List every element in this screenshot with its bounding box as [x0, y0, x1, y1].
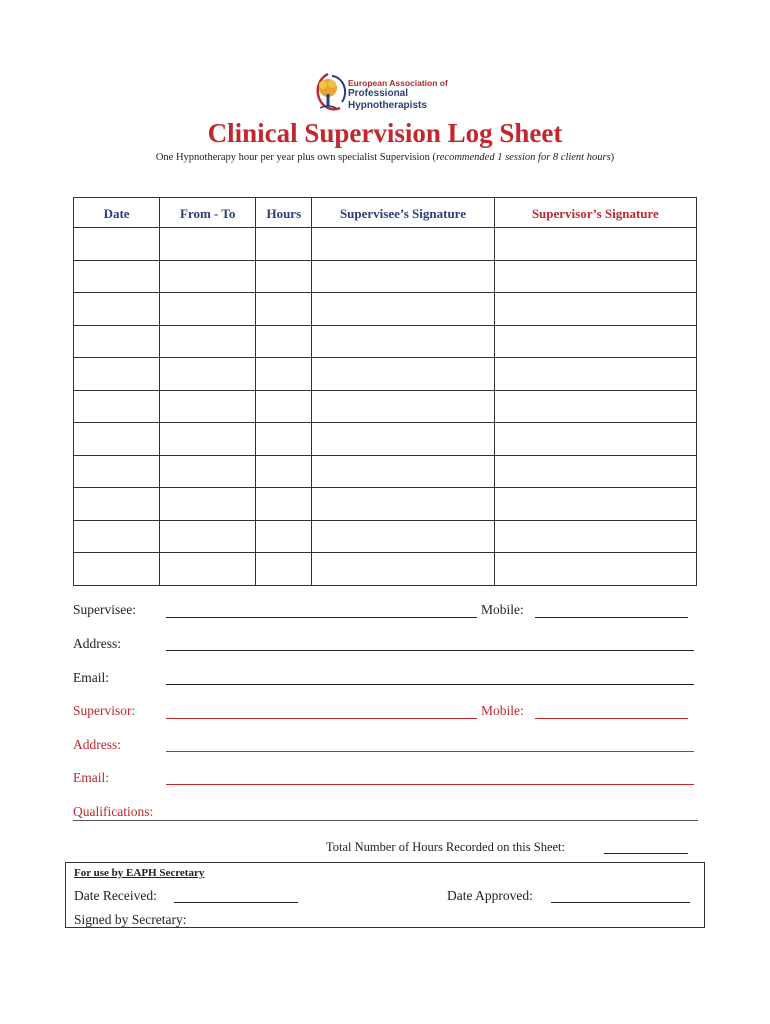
supervisee-email-label: Email:	[73, 670, 109, 685]
supervisor-signature-cell[interactable]	[494, 293, 696, 326]
supervisor-signature-cell[interactable]	[494, 520, 696, 553]
table-row	[74, 325, 697, 358]
hours-cell[interactable]	[256, 358, 312, 391]
supervisee-signature-cell[interactable]	[312, 228, 494, 261]
logo-line-3: Hypnotherapists	[348, 100, 427, 111]
from-to-cell[interactable]	[160, 423, 256, 456]
date-cell[interactable]	[74, 488, 160, 521]
from-to-cell[interactable]	[160, 293, 256, 326]
supervisee-signature-cell[interactable]	[312, 423, 494, 456]
header-date: Date	[74, 198, 160, 228]
subtitle-end: )	[610, 152, 615, 163]
table-row	[74, 455, 697, 488]
supervisee-label: Supervisee:	[73, 602, 136, 617]
supervisee-mobile-field[interactable]	[535, 617, 688, 618]
supervisor-label: Supervisor:	[73, 703, 136, 718]
logo-line-2: Professional	[348, 88, 409, 99]
page-title: Clinical Supervision Log Sheet	[207, 118, 563, 148]
supervisor-qualifications-label: Qualifications:	[73, 804, 154, 819]
qualifications-field[interactable]	[73, 820, 698, 821]
from-to-cell[interactable]	[160, 228, 256, 261]
header-supervisee-signature: Supervisee’s Signature	[312, 198, 494, 228]
supervisor-signature-cell[interactable]	[494, 260, 696, 293]
hours-cell[interactable]	[256, 455, 312, 488]
date-cell[interactable]	[74, 293, 160, 326]
from-to-cell[interactable]	[160, 520, 256, 553]
hours-cell[interactable]	[256, 553, 312, 586]
table-row	[74, 553, 697, 586]
subtitle-main: One Hypnotherapy hour per year plus own specialist Supervision (	[155, 152, 437, 163]
from-to-cell[interactable]	[160, 390, 256, 423]
supervisor-name-field[interactable]	[166, 718, 477, 719]
supervisor-mobile-label: Mobile:	[481, 703, 524, 718]
table-row	[74, 293, 697, 326]
date-cell[interactable]	[74, 358, 160, 391]
supervisor-mobile-field[interactable]	[535, 718, 688, 719]
supervisee-signature-cell[interactable]	[312, 390, 494, 423]
header-supervisor-signature: Supervisor’s Signature	[494, 198, 696, 228]
subtitle-italic: recommended 1 session for 8 client hours	[436, 152, 611, 163]
supervisee-signature-cell[interactable]	[312, 553, 494, 586]
table-header-row	[74, 198, 697, 228]
supervisee-signature-cell[interactable]	[312, 260, 494, 293]
from-to-cell[interactable]	[160, 358, 256, 391]
table-row	[74, 358, 697, 391]
header-hours: Hours	[256, 198, 312, 228]
secretary-heading: For use by EAPH Secretary	[74, 867, 205, 879]
table-row	[74, 260, 697, 293]
from-to-cell[interactable]	[160, 488, 256, 521]
secretary-section	[65, 862, 705, 928]
tree-logo-icon	[310, 70, 346, 114]
supervisor-signature-cell[interactable]	[494, 358, 696, 391]
supervisee-signature-cell[interactable]	[312, 488, 494, 521]
from-to-cell[interactable]	[160, 553, 256, 586]
page-subtitle	[0, 152, 770, 163]
hours-cell[interactable]	[256, 390, 312, 423]
header-from-to: From - To	[160, 198, 256, 228]
table-row	[74, 488, 697, 521]
supervisor-address-label: Address:	[73, 737, 121, 752]
supervisor-email-label: Email:	[73, 770, 109, 785]
supervisee-signature-cell[interactable]	[312, 293, 494, 326]
hours-cell[interactable]	[256, 293, 312, 326]
date-cell[interactable]	[74, 390, 160, 423]
date-cell[interactable]	[74, 520, 160, 553]
date-cell[interactable]	[74, 455, 160, 488]
table-row	[74, 423, 697, 456]
supervision-log-table	[73, 197, 697, 586]
supervisor-signature-cell[interactable]	[494, 455, 696, 488]
date-approved-label: Date Approved:	[447, 888, 533, 903]
supervisee-signature-cell[interactable]	[312, 358, 494, 391]
supervisor-address-field[interactable]	[166, 751, 694, 752]
supervisee-email-field[interactable]	[166, 684, 694, 685]
supervisor-signature-cell[interactable]	[494, 390, 696, 423]
hours-cell[interactable]	[256, 423, 312, 456]
hours-cell[interactable]	[256, 325, 312, 358]
date-cell[interactable]	[74, 228, 160, 261]
hours-cell[interactable]	[256, 520, 312, 553]
table-row	[74, 390, 697, 423]
from-to-cell[interactable]	[160, 260, 256, 293]
supervisor-signature-cell[interactable]	[494, 553, 696, 586]
supervisee-mobile-label: Mobile:	[481, 602, 524, 617]
hours-cell[interactable]	[256, 228, 312, 261]
logo-line-1: European Association of	[348, 78, 448, 88]
table-row	[74, 520, 697, 553]
total-hours-field[interactable]	[604, 853, 688, 854]
supervisee-address-field[interactable]	[166, 650, 694, 651]
supervisee-signature-cell[interactable]	[312, 325, 494, 358]
supervisee-address-label: Address:	[73, 636, 121, 651]
table-row	[74, 228, 697, 261]
signed-by-secretary-label: Signed by Secretary:	[74, 912, 187, 927]
eaph-logo	[310, 70, 460, 114]
date-received-field[interactable]	[174, 902, 298, 903]
supervisor-signature-cell[interactable]	[494, 488, 696, 521]
date-cell[interactable]	[74, 260, 160, 293]
supervisor-signature-cell[interactable]	[494, 325, 696, 358]
supervisor-signature-cell[interactable]	[494, 228, 696, 261]
supervisor-signature-cell[interactable]	[494, 423, 696, 456]
supervisee-signature-cell[interactable]	[312, 520, 494, 553]
total-hours-label: Total Number of Hours Recorded on this Sheet:	[326, 840, 566, 854]
from-to-cell[interactable]	[160, 455, 256, 488]
date-cell[interactable]	[74, 423, 160, 456]
from-to-cell[interactable]	[160, 325, 256, 358]
hours-cell[interactable]	[256, 260, 312, 293]
date-cell[interactable]	[74, 325, 160, 358]
supervisee-name-field[interactable]	[166, 617, 477, 618]
date-cell[interactable]	[74, 553, 160, 586]
date-received-label: Date Received:	[74, 888, 157, 903]
hours-cell[interactable]	[256, 488, 312, 521]
date-approved-field[interactable]	[551, 902, 690, 903]
supervisor-email-field[interactable]	[166, 784, 694, 785]
supervisee-signature-cell[interactable]	[312, 455, 494, 488]
